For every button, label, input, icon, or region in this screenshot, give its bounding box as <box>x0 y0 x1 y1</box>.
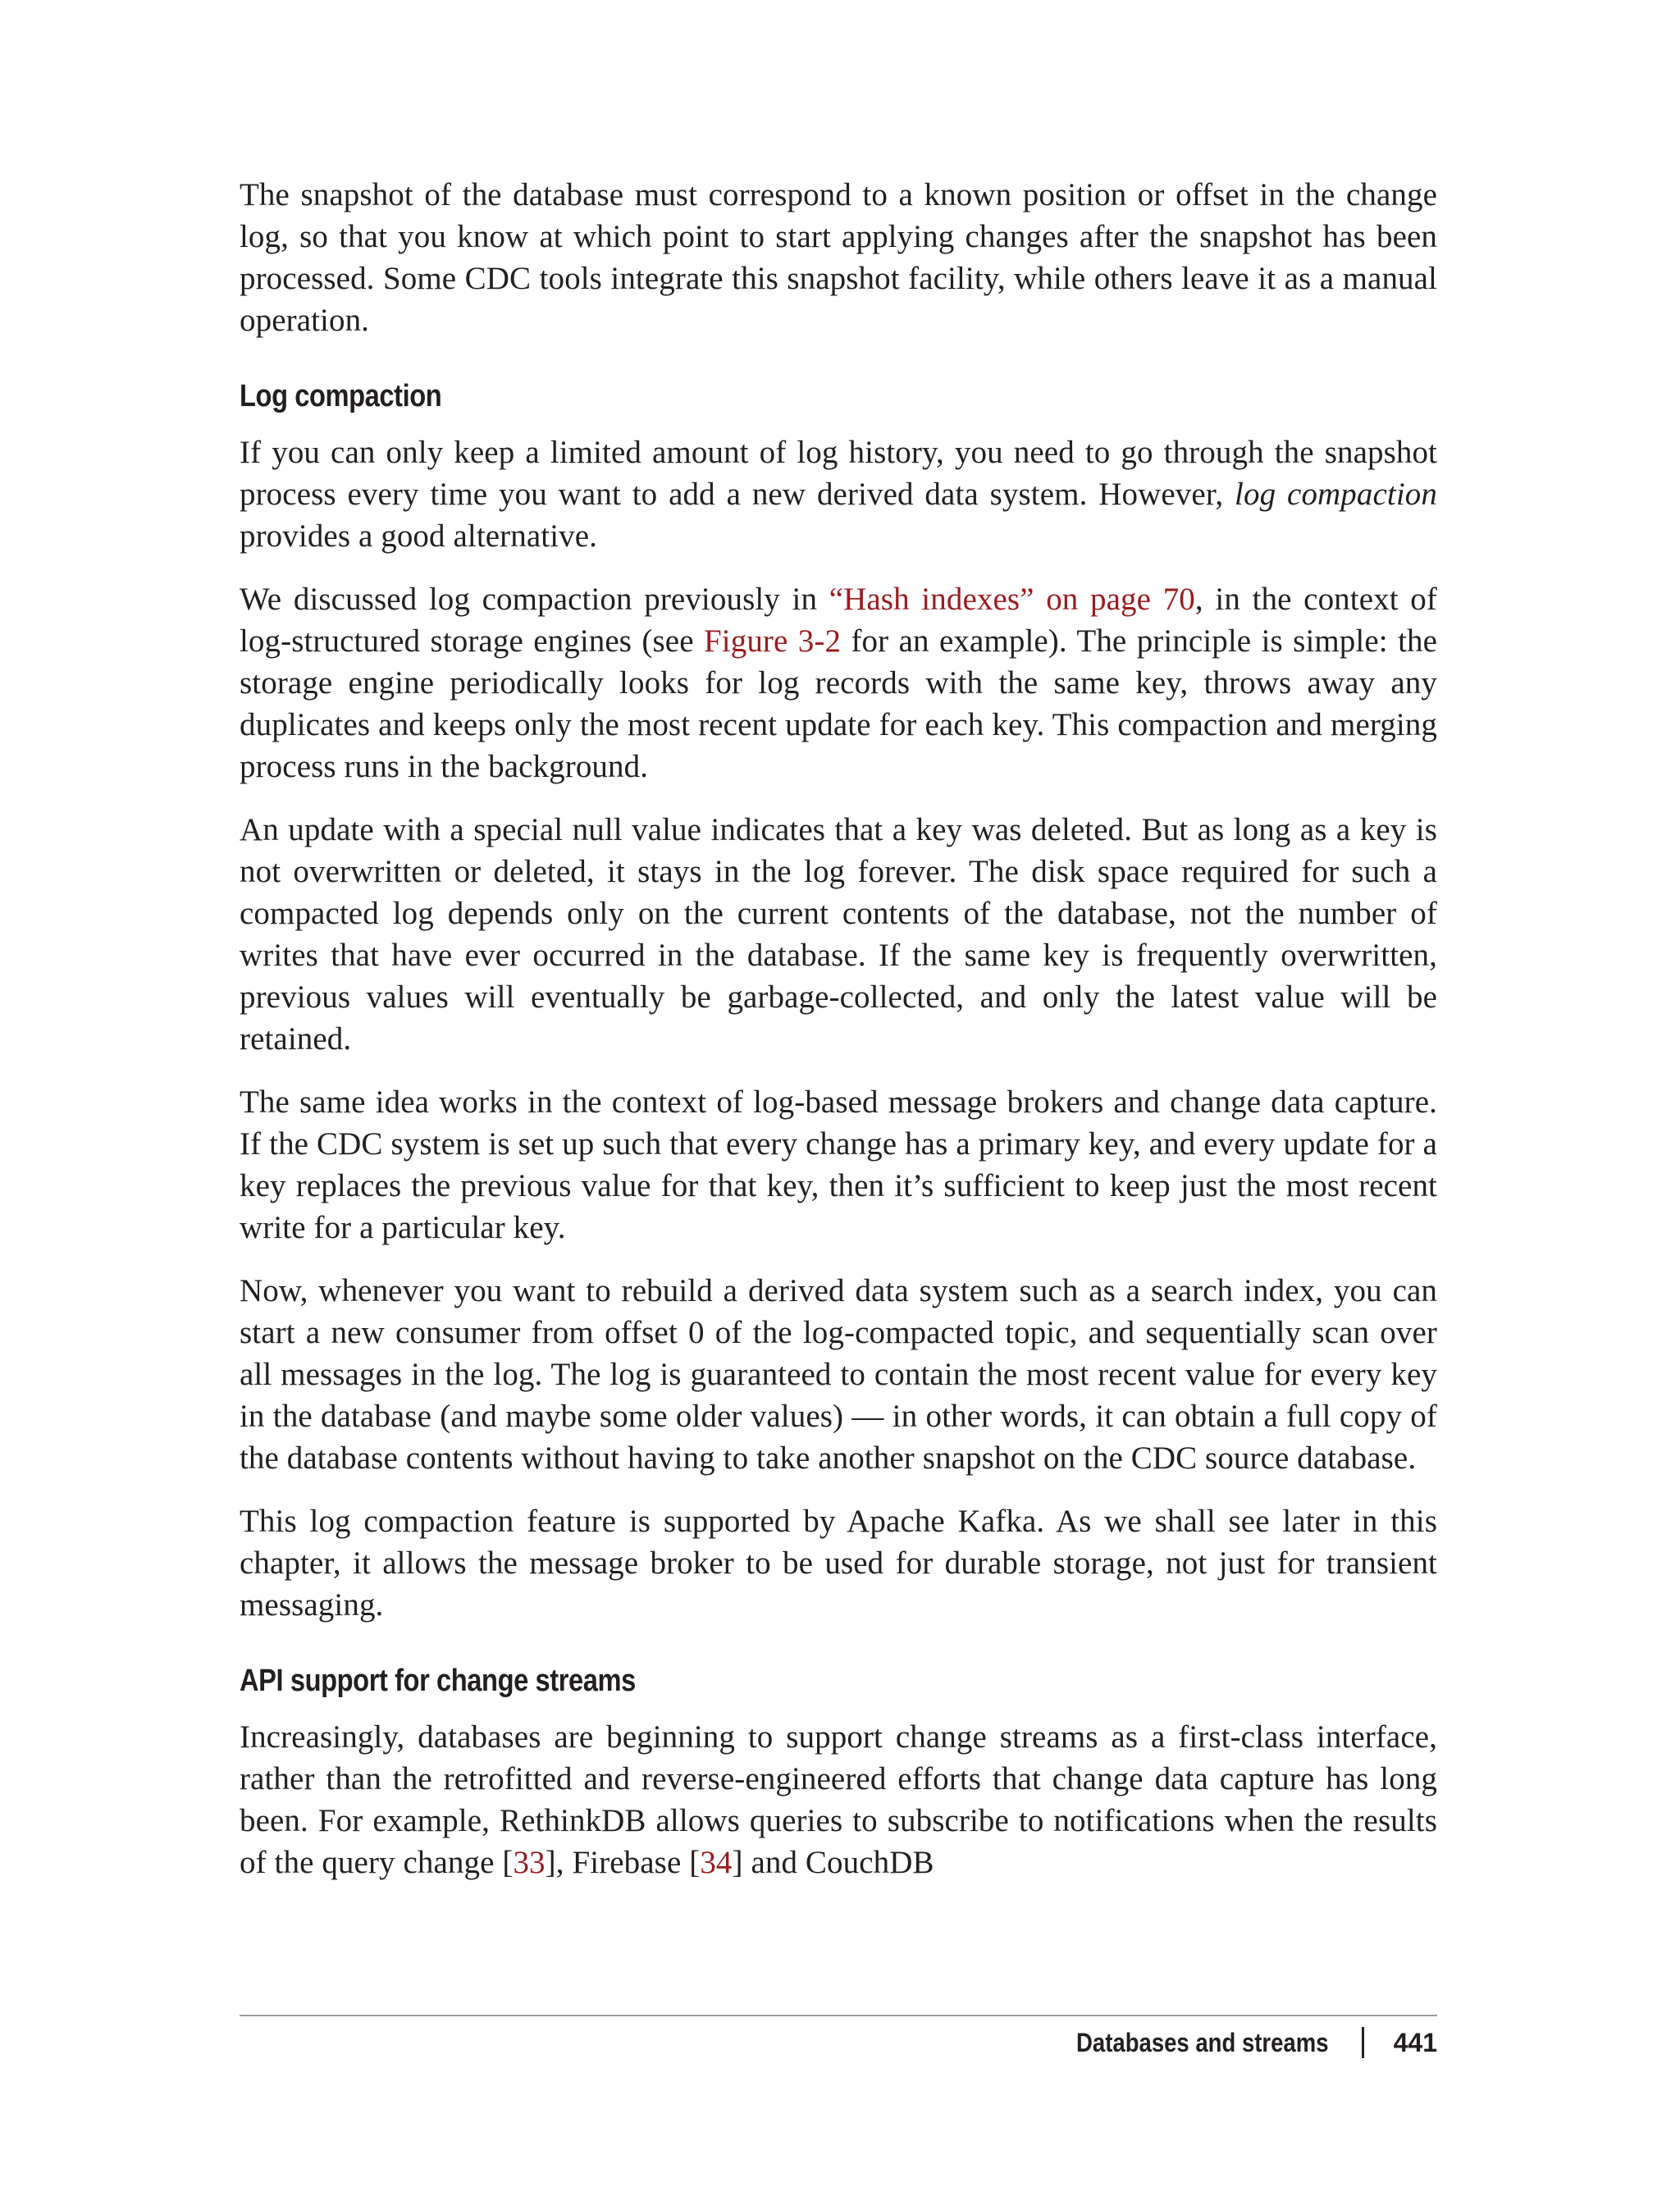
footer-section-title: Databases and streams <box>1076 2028 1329 2057</box>
text-span: ], Firebase [ <box>545 1845 701 1880</box>
link-figure-3-2[interactable]: Figure 3-2 <box>704 623 842 659</box>
page-footer <box>1035 2025 1437 2061</box>
link-reference-33[interactable]: 33 <box>513 1845 546 1880</box>
text-span: for an example). The principle is simple: the storage engine periodically looks for log records with the same key, throws away any duplicates and keeps only the most recent update for each key. This compaction and merging process runs in the background. <box>240 623 1438 784</box>
text-span: provides a good alternative. <box>240 518 597 554</box>
page-body <box>240 174 1437 1905</box>
paragraph-same-idea: The same idea works in the context of log-based message brokers and change data capture. If the CDC system is set up such that every change has a primary key, and every update for a key replaces the previous value for that key, then it’s sufficient to keep just the most recent write for a particular key. <box>240 1084 1437 1245</box>
paragraph-rebuild: Now, whenever you want to rebuild a derived data system such as a search index, you can start a new consumer from offset 0 of the log-compacted topic, and sequentially scan over all messages in the log. The log is guaranteed to contain the most recent value for every key in the database (and maybe some older values) — in other words, it can obtain a full copy of the database contents without having to take another snapshot on the CDC source database. <box>240 1273 1437 1476</box>
text-span: ] and CouchDB <box>732 1845 934 1880</box>
text-span: We discussed log compaction previously in <box>240 582 829 617</box>
text-span: , in the context of log-structured storage engines (see <box>240 582 1437 659</box>
link-reference-34[interactable]: 34 <box>700 1845 733 1880</box>
text-span: If you can only keep a limited amount of log history, you need to go through the snapshot process every time you want to add a new derived data system. However, <box>240 435 1437 512</box>
paragraph-kafka: This log compaction feature is supported by Apache Kafka. As we shall see later in this chapter, it allows the message broker to be used for durable storage, not just for transient messaging. <box>240 1504 1437 1623</box>
paragraph-null-value: An update with a special null value indicates that a key was deleted. But as long as a key is not overwritten or deleted, it stays in the log forever. The disk space required for such a compacted log depends only on the current contents of the database, not the number of writes that have ever occurred in the database. If the same key is frequently overwritten, previous values will eventually be garbage-collected, and only the latest value will be retained. <box>240 812 1437 1057</box>
heading-api-support: API support for change streams <box>240 1664 636 1698</box>
footer-separator <box>1362 2027 1364 2058</box>
paragraph-previous-discussion <box>240 578 1437 788</box>
heading-log-compaction: Log compaction <box>240 379 442 413</box>
paragraph-snapshot: The snapshot of the database must correspond to a known position or offset in the change log, so that you know at which point to start applying changes after the snapshot has been processed. Some CDC tools integrate this snapshot facility, while others leave it as a manual operation. <box>240 177 1437 338</box>
text-span: Increasingly, databases are beginning to support change streams as a first-class interface, rather than the retrofitted and reverse-engineered efforts that change data capture has long been. For example, RethinkDB allows queries to subscribe to notifications when the results of the query change [ <box>240 1719 1437 1880</box>
footer-divider <box>240 2015 1437 2016</box>
footer-page-number: 441 <box>1393 2028 1437 2057</box>
paragraph-change-streams <box>240 1716 1437 1883</box>
paragraph-log-history <box>240 431 1437 557</box>
emphasis-log-compaction: log compaction <box>1235 477 1437 512</box>
link-hash-indexes[interactable]: “Hash indexes” on page 70 <box>829 582 1195 617</box>
